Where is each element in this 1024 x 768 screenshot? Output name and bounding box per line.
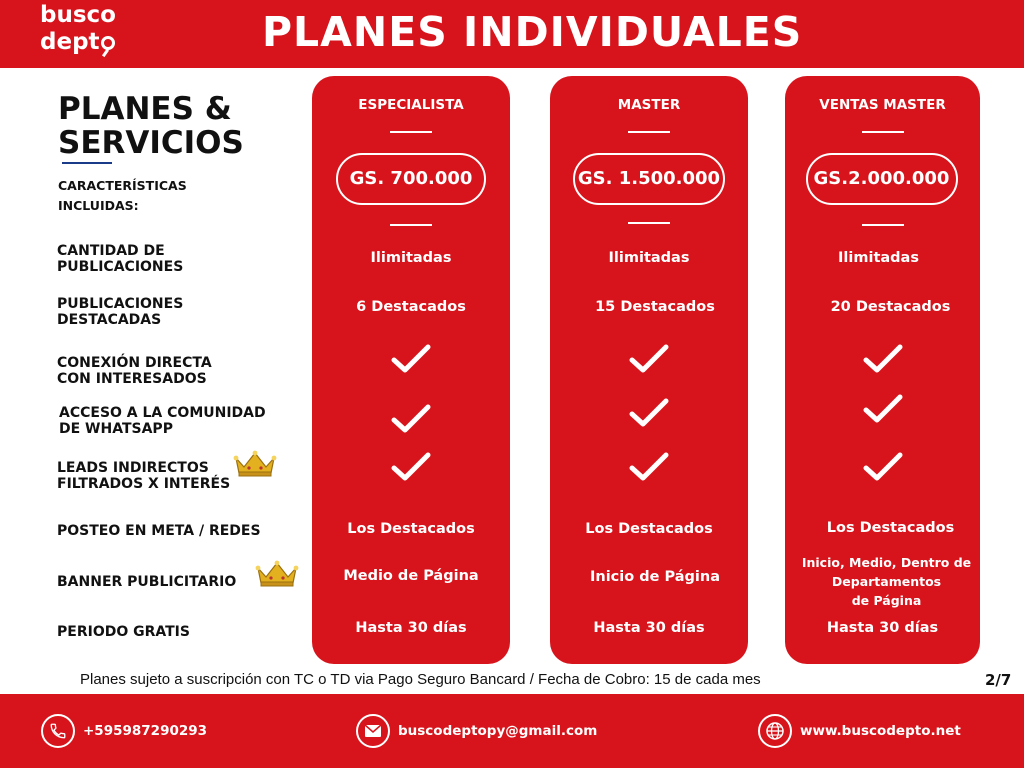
terms-note: Planes sujeto a suscripción con TC o TD via Pago Seguro Bancard / Fecha de Cobro: 15 de cada mes <box>80 671 761 688</box>
plan-card-master[interactable] <box>550 76 748 664</box>
logo-line1: busco <box>40 2 116 28</box>
header-bar <box>0 0 1024 68</box>
globe-icon <box>758 714 792 748</box>
plan-name: VENTAS MASTER <box>819 97 946 113</box>
cell-publicaciones: Ilimitadas <box>370 250 452 266</box>
cell-banner: Inicio de Página <box>589 569 720 585</box>
cell-destacadas: 6 Destacados <box>356 299 466 315</box>
plan-price: GS.2.000.000 <box>806 153 958 205</box>
brand-logo[interactable] <box>40 4 116 54</box>
check-icon <box>627 342 671 376</box>
check-icon <box>627 450 671 484</box>
plan-name: ESPECIALISTA <box>358 97 464 113</box>
cell-periodo: Hasta 30 días <box>826 620 939 636</box>
plan-price: GS. 700.000 <box>336 153 486 205</box>
row-label-destacadas: PUBLICACIONES DESTACADAS <box>57 296 184 328</box>
row-label-cantidad: CANTIDAD DE PUBLICACIONES <box>57 243 184 275</box>
divider <box>390 131 432 133</box>
cell-banner: Inicio, Medio, Dentro de Departamentos de Página <box>801 555 972 608</box>
plan-card-ventas-master[interactable] <box>785 76 980 664</box>
website-text: www.buscodepto.net <box>800 723 961 739</box>
check-icon <box>861 450 905 484</box>
features-subtitle: CARACTERÍSTICAS INCLUIDAS: <box>58 178 187 213</box>
check-icon <box>389 342 433 376</box>
phone-text: +595987290293 <box>83 723 208 739</box>
check-icon <box>389 450 433 484</box>
crown-icon <box>255 560 299 588</box>
cell-periodo: Hasta 30 días <box>593 620 705 636</box>
plan-name: MASTER <box>617 97 681 113</box>
plan-card-especialista[interactable] <box>312 76 510 664</box>
row-label-posteo: POSTEO EN META / REDES <box>57 523 261 539</box>
cell-periodo: Hasta 30 días <box>355 620 467 636</box>
row-label-periodo: PERIODO GRATIS <box>57 624 190 640</box>
row-label-leads: LEADS INDIRECTOS FILTRADOS X INTERÉS <box>57 460 231 492</box>
page-number: 2/7 <box>985 671 1012 689</box>
mail-icon <box>356 714 390 748</box>
check-icon <box>627 396 671 430</box>
contact-website[interactable] <box>758 714 961 748</box>
cell-posteo: Los Destacados <box>826 520 955 536</box>
check-icon <box>861 392 905 426</box>
cell-banner: Medio de Página <box>343 568 479 584</box>
crown-icon <box>233 450 277 478</box>
cell-publicaciones: Ilimitadas <box>608 250 690 266</box>
row-label-whatsapp: ACCESO A LA COMUNIDAD DE WHATSAPP <box>59 405 266 437</box>
row-label-banner: BANNER PUBLICITARIO <box>57 574 237 590</box>
page-title: PLANES INDIVIDUALES <box>262 8 803 56</box>
section-title: PLANES & SERVICIOS <box>58 91 244 161</box>
logo-search-icon <box>101 36 115 50</box>
cell-posteo: Los Destacados <box>585 521 713 537</box>
check-icon <box>861 342 905 376</box>
divider <box>390 224 432 226</box>
cell-destacadas: 20 Destacados <box>830 299 951 315</box>
plan-price: GS. 1.500.000 <box>573 153 725 205</box>
cell-destacadas: 15 Destacados <box>595 299 715 315</box>
divider <box>628 222 670 224</box>
title-underline <box>62 162 112 164</box>
divider <box>862 131 904 133</box>
divider <box>862 224 904 226</box>
logo-line2: dept <box>40 31 116 54</box>
row-label-conexion: CONEXIÓN DIRECTA CON INTERESADOS <box>57 355 212 387</box>
phone-icon <box>41 714 75 748</box>
cell-posteo: Los Destacados <box>347 521 475 537</box>
email-text: buscodeptopy@gmail.com <box>398 723 598 739</box>
contact-email[interactable] <box>356 714 597 748</box>
check-icon <box>389 402 433 436</box>
footer-bar <box>0 694 1024 768</box>
contact-phone[interactable] <box>41 714 207 748</box>
cell-publicaciones: Ilimitadas <box>838 250 919 266</box>
divider <box>628 131 670 133</box>
